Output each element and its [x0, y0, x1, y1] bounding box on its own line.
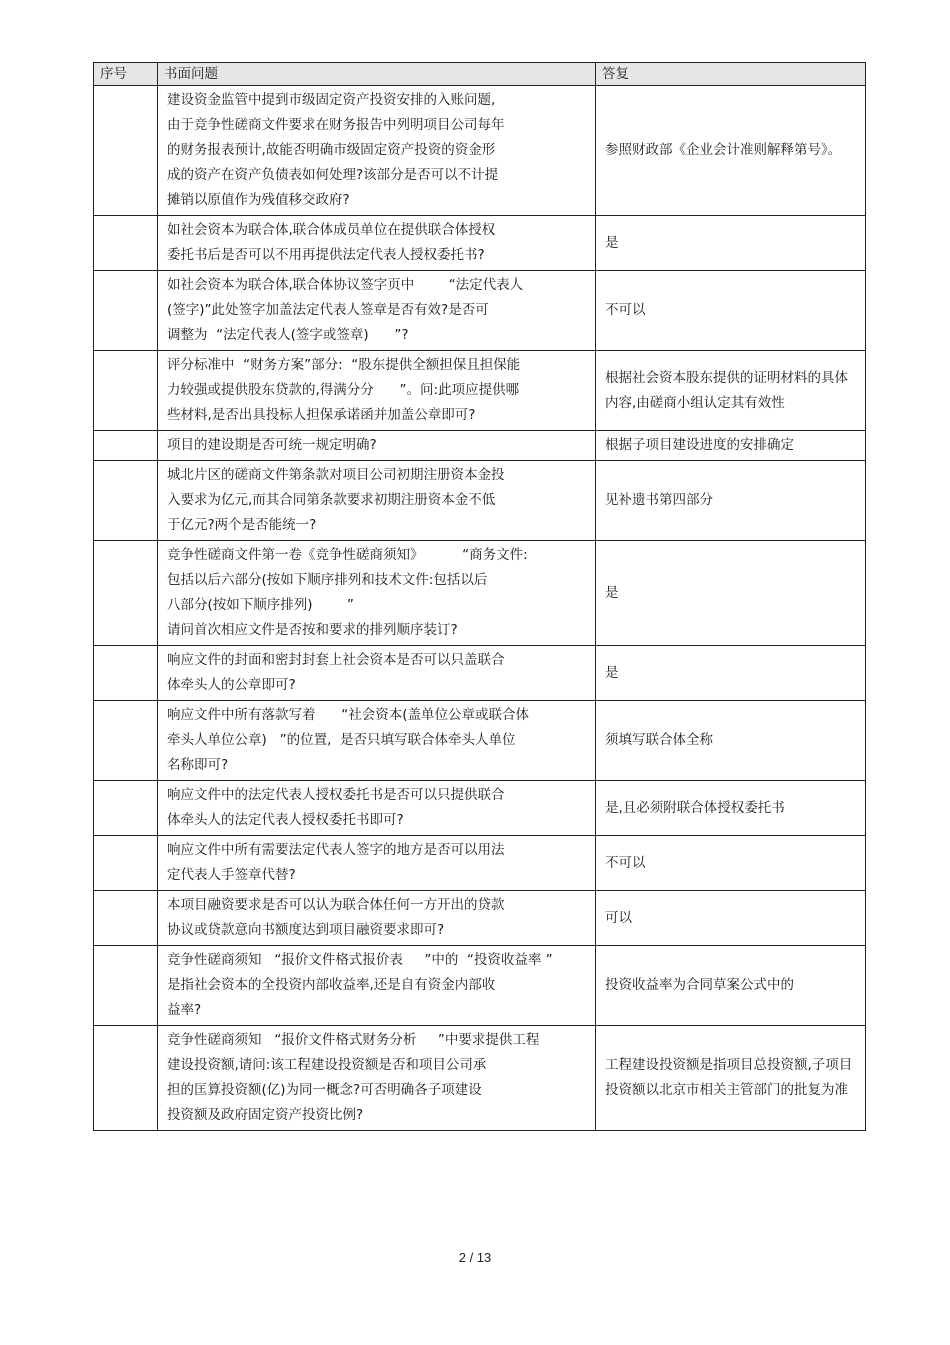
question-cell	[158, 836, 596, 891]
answer-cell: 不可以	[596, 836, 866, 891]
question-line: 摊销以原值作为残值移交政府?	[167, 192, 350, 208]
table-row	[94, 461, 866, 541]
answer-cell: 是	[596, 646, 866, 701]
question-line: (签字)”此处签字加盖法定代表人签章是否有效?是否可	[167, 302, 489, 318]
question-line: 力较强或提供股东贷款的,得满分分 ”。问:此项应提供哪	[167, 382, 520, 398]
question-cell	[158, 86, 596, 216]
question-cell	[158, 946, 596, 1026]
question-line: 的财务报表预计,故能否明确市级固定资产投资的资金形	[167, 142, 496, 158]
answer-cell: 工程建设投资额是指项目总投资额,子项目投资额以北京市相关主管部门的批复为准	[596, 1026, 866, 1131]
question-line: 包括以后六部分(按如下顺序排列和技术文件:包括以后	[167, 572, 488, 588]
question-line: 竞争性磋商须知 “报价文件格式报价表 ”中的 “投资收益率 ”	[167, 952, 553, 968]
question-cell	[158, 701, 596, 781]
table-row	[94, 701, 866, 781]
answer-cell: 可以	[596, 891, 866, 946]
question-line: 名称即可?	[167, 757, 229, 773]
row-number-cell	[94, 836, 158, 891]
row-number-cell	[94, 701, 158, 781]
question-line: 如社会资本为联合体,联合体协议签字页中 “法定代表人	[167, 277, 524, 293]
question-cell	[158, 216, 596, 271]
question-cell	[158, 351, 596, 431]
table-row	[94, 946, 866, 1026]
answer-cell: 是,且必须附联合体授权委托书	[596, 781, 866, 836]
question-line: 体牵头人的公章即可?	[167, 677, 296, 693]
header-no: 序号	[94, 63, 158, 86]
question-line: 由于竞争性磋商文件要求在财务报告中列明项目公司每年	[167, 117, 505, 133]
question-line: 响应文件的封面和密封封套上社会资本是否可以只盖联合	[167, 652, 505, 668]
question-line: 担的匡算投资额(亿)为同一概念?可否明确各子项建设	[167, 1082, 482, 1098]
row-number-cell	[94, 646, 158, 701]
question-line: 建设投资额,请问:该工程建设投资额是否和项目公司承	[167, 1057, 487, 1073]
question-line: 如社会资本为联合体,联合体成员单位在提供联合体授权	[167, 222, 496, 238]
table-header-row	[94, 63, 866, 86]
answer-cell: 根据社会资本股东提供的证明材料的具体内容,由磋商小组认定其有效性	[596, 351, 866, 431]
table-row	[94, 541, 866, 646]
header-question: 书面问题	[158, 63, 596, 86]
row-number-cell	[94, 541, 158, 646]
header-answer: 答复	[596, 63, 866, 86]
question-line: 项目的建设期是否可统一规定明确?	[167, 437, 377, 453]
question-line: 竞争性磋商文件第一卷《竞争性磋商须知》 “商务文件:	[167, 547, 528, 563]
question-line: 响应文件中的法定代表人授权委托书是否可以只提供联合	[167, 787, 505, 803]
row-number-cell	[94, 891, 158, 946]
table-row	[94, 271, 866, 351]
question-cell	[158, 781, 596, 836]
question-line: 响应文件中所有落款写着 “社会资本(盖单位公章或联合体	[167, 707, 530, 723]
answer-cell: 见补遗书第四部分	[596, 461, 866, 541]
table-row	[94, 86, 866, 216]
row-number-cell	[94, 271, 158, 351]
question-line: 于亿元?两个是否能统一?	[167, 517, 317, 533]
question-line: 成的资产在资产负债表如何处理?该部分是否可以不计提	[167, 167, 499, 183]
table-row	[94, 836, 866, 891]
row-number-cell	[94, 216, 158, 271]
row-number-cell	[94, 86, 158, 216]
table-row	[94, 781, 866, 836]
table-row	[94, 351, 866, 431]
table-row	[94, 891, 866, 946]
question-cell	[158, 271, 596, 351]
table-row	[94, 1026, 866, 1131]
table-row	[94, 216, 866, 271]
question-line: 委托书后是否可以不用再提供法定代表人授权委托书?	[167, 247, 485, 263]
question-line: 竞争性磋商须知 “报价文件格式财务分析 ”中要求提供工程	[167, 1032, 540, 1048]
question-cell	[158, 461, 596, 541]
question-line: 调整为 “法定代表人(签字或签章) ”?	[167, 327, 409, 343]
row-number-cell	[94, 351, 158, 431]
answer-cell: 参照财政部《企业会计准则解释第号》。	[596, 86, 866, 216]
answer-cell: 须填写联合体全称	[596, 701, 866, 781]
answer-cell: 根据子项目建设进度的安排确定	[596, 431, 866, 461]
question-line: 请问首次相应文件是否按和要求的排列顺序装订?	[167, 622, 458, 638]
question-line: 城北片区的磋商文件第条款对项目公司初期注册资本金投	[167, 467, 505, 483]
question-line: 定代表人手签章代替?	[167, 867, 296, 883]
question-line: 体牵头人的法定代表人授权委托书即可?	[167, 812, 404, 828]
row-number-cell	[94, 946, 158, 1026]
question-cell	[158, 1026, 596, 1131]
question-line: 投资额及政府固定资产投资比例?	[167, 1107, 364, 1123]
question-line: 八部分(按如下顺序排列) ”	[167, 597, 354, 613]
question-line: 入要求为亿元,而其合同第条款要求初期注册资本金不低	[167, 492, 496, 508]
question-line: 响应文件中所有需要法定代表人签字的地方是否可以用法	[167, 842, 505, 858]
question-cell	[158, 541, 596, 646]
answer-cell: 不可以	[596, 271, 866, 351]
row-number-cell	[94, 1026, 158, 1131]
question-line: 牵头人单位公章) ”的位置, 是否只填写联合体牵头人单位	[167, 732, 516, 748]
table-row	[94, 646, 866, 701]
answer-cell: 投资收益率为合同草案公式中的	[596, 946, 866, 1026]
qa-table	[93, 62, 866, 1131]
question-line: 建设资金监管中提到市级固定资产投资安排的入账问题,	[167, 92, 496, 108]
row-number-cell	[94, 431, 158, 461]
answer-cell: 是	[596, 216, 866, 271]
question-line: 些材料,是否出具投标人担保承诺函并加盖公章即可?	[167, 407, 476, 423]
question-cell	[158, 891, 596, 946]
question-line: 本项目融资要求是否可以认为联合体任何一方开出的贷款	[167, 897, 505, 913]
answer-cell: 是	[596, 541, 866, 646]
question-cell	[158, 646, 596, 701]
row-number-cell	[94, 781, 158, 836]
row-number-cell	[94, 461, 158, 541]
page-number: 2 / 13	[458, 1250, 492, 1265]
question-line: 是指社会资本的全投资内部收益率,还是自有资金内部收	[167, 977, 496, 993]
question-line: 益率?	[167, 1002, 202, 1018]
table-body	[94, 86, 866, 1131]
question-cell	[158, 431, 596, 461]
table-row	[94, 431, 866, 461]
question-line: 协议或贷款意向书额度达到项目融资要求即可?	[167, 922, 445, 938]
question-line: 评分标准中 “财务方案”部分: “股东提供全额担保且担保能	[167, 357, 521, 373]
